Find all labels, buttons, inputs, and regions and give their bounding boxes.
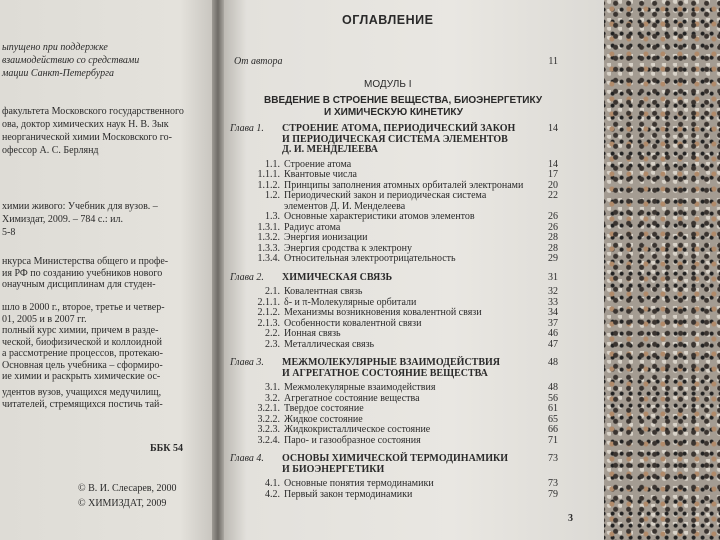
- section-number: 1.3.4.: [257, 253, 280, 264]
- section-title: Энергия сродства к электрону: [284, 242, 412, 254]
- page-ref: 48: [548, 357, 558, 368]
- section-title: Квантовые числа: [284, 169, 357, 180]
- chapter-label: Глава 3.: [230, 357, 264, 368]
- page-number: 3: [568, 513, 573, 524]
- section-number: 3.2.1.: [257, 403, 280, 414]
- page-ref: 14: [548, 158, 558, 170]
- page-ref: 47: [548, 338, 558, 350]
- section-title: Твердое состояние: [284, 403, 364, 414]
- annotation-line: онаучным дисциплинам для студен-: [2, 279, 156, 290]
- section-number: 1.3.: [265, 211, 280, 222]
- chapter-title: И АГРЕГАТНОЕ СОСТОЯНИЕ ВЕЩЕСТВА: [282, 367, 488, 379]
- section-title: Механизмы возникновения ковалентной связи: [284, 307, 482, 318]
- section-number: 2.1.1.: [257, 296, 280, 308]
- section-number: 3.2.3.: [257, 424, 280, 435]
- reviewers-line: неорганической химии Московского го-: [2, 132, 172, 143]
- copyright-line: © ХИМИЗДАТ, 2009: [78, 498, 167, 509]
- audience-line: читателей, стремящихся постичь тай-: [2, 399, 163, 410]
- funding-note: взаимодействию со средствами: [2, 55, 140, 66]
- section-number: 3.2.2.: [257, 413, 280, 425]
- page-ref: 46: [548, 328, 558, 339]
- funding-note: ыпущено при поддержке: [2, 42, 108, 53]
- page-ref: 71: [548, 434, 558, 446]
- section-number: 2.1.: [265, 286, 280, 297]
- bibliographic-entry: химии живого: Учебник для вузов. –: [2, 201, 158, 212]
- page-ref: 66: [548, 424, 558, 435]
- page-ref: 28: [548, 232, 558, 243]
- section-number: 1.3.1.: [257, 221, 280, 233]
- chapter-title: И БИОЭНЕРГЕТИКИ: [282, 463, 385, 475]
- page-ref: 65: [548, 413, 558, 425]
- section-number: 1.1.: [265, 158, 280, 170]
- module-label: МОДУЛЬ I: [364, 79, 412, 90]
- section-number: 2.1.3.: [257, 317, 280, 329]
- module-title: И ХИМИЧЕСКУЮ КИНЕТИКУ: [324, 107, 463, 118]
- page-ref: 26: [548, 221, 558, 233]
- section-number: 4.2.: [265, 488, 280, 500]
- reviewers-line: факультета Московского государственного: [2, 106, 184, 117]
- section-title: Энергия ионизации: [284, 232, 368, 243]
- section-number: 1.2.: [265, 190, 280, 201]
- page-ref: 17: [548, 169, 558, 180]
- section-title: Жидкое состояние: [284, 413, 363, 425]
- page-ref: 48: [548, 382, 558, 393]
- page-ref: 37: [548, 317, 558, 329]
- bibliographic-entry: 5-8: [2, 227, 16, 238]
- section-title: Паро- и газообразное состояния: [284, 434, 421, 446]
- page-ref: 32: [548, 286, 558, 297]
- reviewers-line: ова, доктор химических наук Н. В. Зык: [2, 119, 169, 130]
- section-number: 3.1.: [265, 382, 280, 393]
- page-ref: 34: [548, 307, 558, 318]
- book-gutter: [212, 0, 224, 540]
- annotation-line: нкурса Министерства общего и профе-: [2, 256, 169, 267]
- annotation-line: ие химии и раскрыть химические ос-: [2, 371, 161, 382]
- page-ref: 14: [548, 123, 558, 134]
- section-title: Радиус атома: [284, 221, 341, 233]
- page-ref: 31: [548, 271, 558, 283]
- section-title: Особенности ковалентной связи: [284, 317, 422, 329]
- page-ref: 73: [548, 478, 558, 489]
- chapter-label: Глава 4.: [230, 453, 264, 464]
- section-title: Принципы заполнения атомных орбиталей электронами: [284, 179, 524, 191]
- page-ref: 20: [548, 179, 558, 191]
- copyright-line: © В. И. Слесарев, 2000: [78, 483, 177, 494]
- section-number: 3.2.4.: [257, 434, 280, 446]
- section-title: Основные понятия термодинамики: [284, 478, 434, 489]
- section-number: 3.2.: [265, 392, 280, 404]
- page-ref: 22: [548, 190, 558, 201]
- section-title: δ- и π-Молекулярные орбитали: [284, 296, 417, 308]
- section-number: 2.1.2.: [257, 307, 280, 318]
- annotation-line: Основная цель учебника – сформиро-: [2, 359, 163, 371]
- chapter-title: ХИМИЧЕСКАЯ СВЯЗЬ: [282, 271, 393, 283]
- annotation-line: ческой, биофизической и коллоидной: [2, 336, 162, 348]
- section-title: Жидкокристаллическое состояние: [284, 424, 431, 435]
- page-ref: 73: [548, 453, 558, 464]
- chapter-label: Глава 2.: [230, 271, 264, 283]
- chapter-title: СТРОЕНИЕ АТОМА, ПЕРИОДИЧЕСКИЙ ЗАКОН: [282, 123, 516, 134]
- section-title: элементов Д. И. Менделеева: [284, 200, 406, 212]
- right-page-table-of-contents: [224, 0, 604, 540]
- funding-note: мации Санкт-Петербурга: [2, 68, 114, 79]
- section-number: 4.1.: [265, 478, 280, 489]
- section-number: 2.3.: [265, 338, 280, 350]
- page-ref: 61: [548, 403, 558, 414]
- section-title: Межмолекулярные взаимодействия: [284, 382, 436, 393]
- section-title: Агрегатное состояние вещества: [284, 392, 420, 404]
- reviewers-line: офессор А. С. Берлянд: [2, 145, 99, 156]
- section-title: Строение атома: [284, 158, 352, 170]
- module-title: ВВЕДЕНИЕ В СТРОЕНИЕ ВЕЩЕСТВА, БИОЭНЕРГЕТИКУ: [264, 95, 543, 106]
- section-number: 2.2.: [265, 328, 280, 339]
- chapter-title: ОСНОВЫ ХИМИЧЕСКОЙ ТЕРМОДИНАМИКИ: [282, 453, 509, 464]
- chapter-title: Д. И. МЕНДЕЛЕЕВА: [282, 144, 379, 155]
- annotation-line: а рассмотрение процессов, протекаю-: [2, 348, 163, 359]
- page-ref: 28: [548, 242, 558, 254]
- section-title: Металлическая связь: [284, 338, 375, 350]
- chapter-label: Глава 1.: [230, 123, 264, 134]
- section-title: Относительная электроотрицательность: [284, 253, 456, 264]
- section-title: Ионная связь: [284, 328, 341, 339]
- annotation-line: ия РФ по созданию учебников нового: [2, 267, 163, 279]
- page-ref: 33: [548, 296, 558, 308]
- page-ref: 29: [548, 253, 558, 264]
- chapter-title: МЕЖМОЛЕКУЛЯРНЫЕ ВЗАИМОДЕЙСТВИЯ: [282, 357, 501, 368]
- section-number: 1.1.1.: [257, 169, 280, 180]
- page-ref: 11: [548, 56, 558, 67]
- section-number: 1.3.2.: [257, 232, 280, 243]
- section-title: Ковалентная связь: [284, 286, 363, 297]
- section-title: Периодический закон и периодическая система: [284, 190, 487, 201]
- annotation-line: 01, 2005 и в 2007 гг.: [2, 313, 87, 325]
- left-page: [0, 0, 212, 540]
- toc-title: ОГЛАВЛЕНИЕ: [342, 13, 434, 27]
- bibliographic-entry: Химиздат, 2009. – 784 с.: ил.: [2, 214, 123, 225]
- section-title: Первый закон термодинамики: [284, 488, 413, 500]
- section-number: 1.1.2.: [257, 179, 280, 191]
- audience-line: удентов вузов, учащихся медучилищ,: [2, 387, 162, 398]
- granite-countertop-background: [600, 0, 720, 540]
- bbk-code: ББК 54: [150, 443, 183, 454]
- page-ref: 56: [548, 392, 558, 404]
- chapter-title: И ПЕРИОДИЧЕСКАЯ СИСТЕМА ЭЛЕМЕНТОВ: [282, 133, 508, 145]
- section-number: 1.3.3.: [257, 242, 280, 254]
- section-title: Основные характеристики атомов элементов: [284, 211, 475, 222]
- page-ref: 26: [548, 211, 558, 222]
- annotation-line: шло в 2000 г., второе, третье и четвер-: [2, 302, 165, 313]
- page-ref: 79: [548, 488, 558, 500]
- foreword-entry: От автора: [234, 56, 283, 67]
- annotation-line: полный курс химии, причем в разде-: [2, 325, 159, 336]
